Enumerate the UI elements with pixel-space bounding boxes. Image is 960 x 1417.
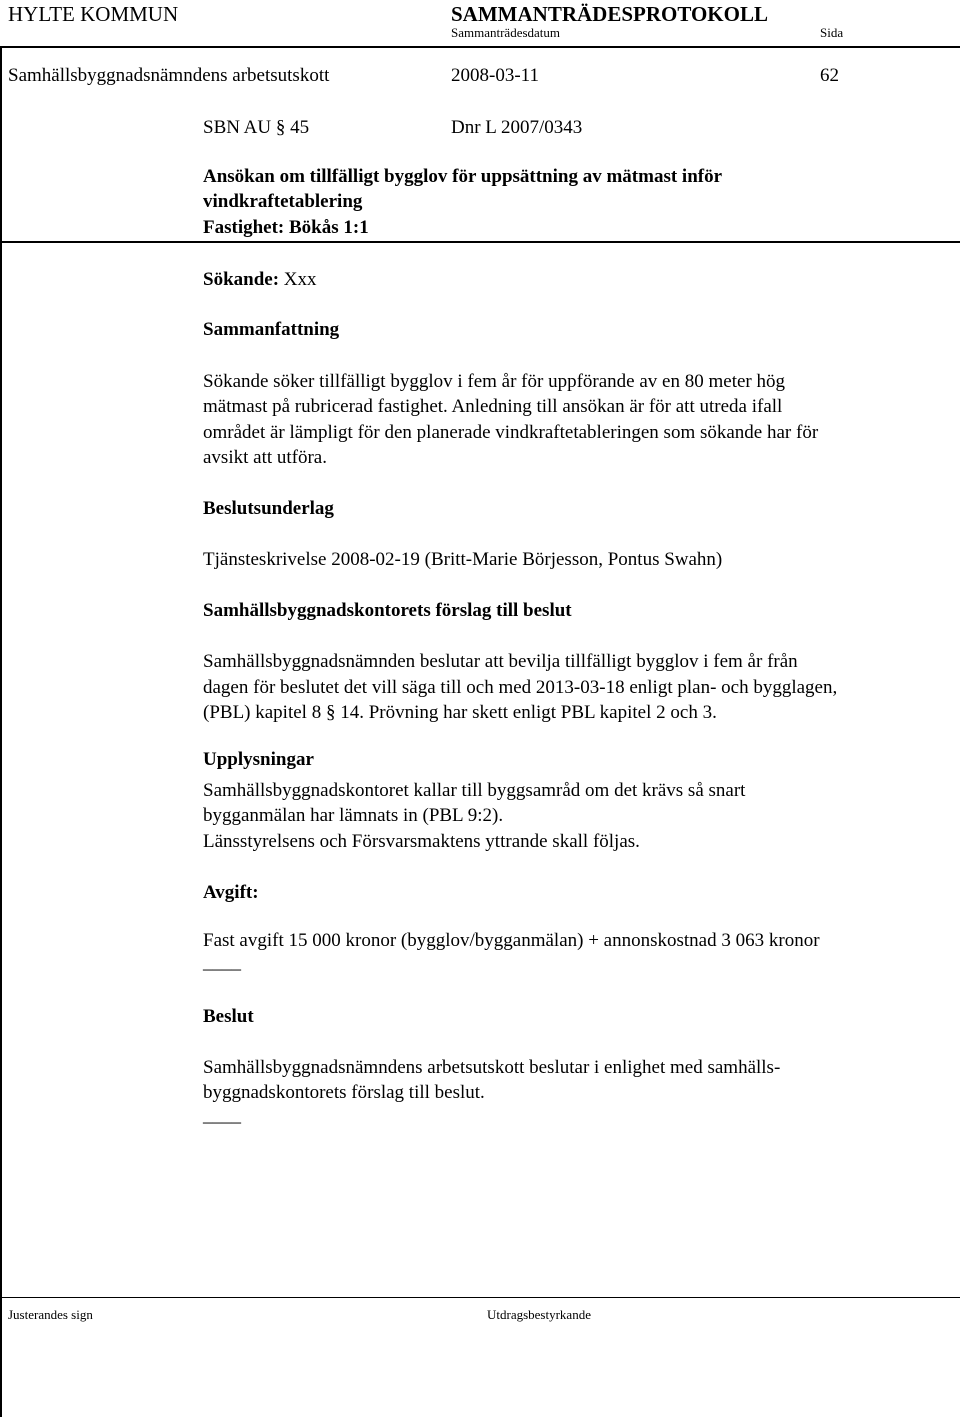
decision-separator: ____ (203, 1105, 241, 1126)
summary-line: mätmast på rubricerad fastighet. Anledning till ansökan är för att utreda ifall (203, 396, 783, 417)
document-type: SAMMANTRÄDESPROTOKOLL (451, 2, 768, 26)
left-border-top (0, 46, 2, 242)
decision-line: byggnadskontorets förslag till beslut. (203, 1082, 485, 1103)
summary-line: avsikt att utföra. (203, 447, 327, 468)
summary-line: området är lämpligt för den planerade vindkraftetableringen som sökande har för (203, 422, 819, 443)
meeting-date: 2008-03-11 (451, 65, 539, 86)
info-line: Samhällsbyggnadskontoret kallar till byggsamråd om det krävs så snart (203, 780, 746, 801)
case-number: SBN AU § 45 (203, 117, 310, 138)
page-label: Sida (820, 25, 844, 40)
left-border (0, 241, 2, 1417)
proposal-heading: Samhällsbyggnadskontorets förslag till beslut (203, 600, 572, 621)
basis-heading: Beslutsunderlag (203, 498, 334, 519)
date-label: Sammanträdesdatum (451, 25, 561, 40)
dnr: Dnr L 2007/0343 (451, 117, 583, 138)
proposal-line: dagen för beslutet det vill säga till och med 2013-03-18 enligt plan- och bygglagen, (203, 677, 838, 698)
info-heading: Upplysningar (203, 749, 314, 770)
applicant (203, 267, 317, 293)
decision-heading: Beslut (203, 1006, 254, 1027)
page-number: 62 (820, 65, 839, 86)
signature-label: Justerandes sign (8, 1307, 93, 1322)
proposal-line: (PBL) kapitel 8 § 14. Prövning har skett enligt PBL kapitel 2 och 3. (203, 702, 717, 723)
info-line: Länsstyrelsens och Försvarsmaktens yttrande skall följas. (203, 831, 640, 852)
fee-text: Fast avgift 15 000 kronor (bygglov/bygganmälan) + annonskostnad 3 063 kronor (203, 930, 820, 951)
applicant-value: Xxx (283, 269, 317, 290)
certification-label: Utdragsbestyrkande (487, 1307, 591, 1322)
footer-rule (0, 1297, 960, 1298)
title-rule (0, 241, 960, 243)
committee-name: Samhällsbyggnadsnämndens arbetsutskott (8, 65, 330, 86)
property-designation: Fastighet: Bökås 1:1 (203, 217, 369, 238)
summary-heading: Sammanfattning (203, 319, 340, 340)
header-rule (0, 46, 960, 48)
decision-line: Samhällsbyggnadsnämndens arbetsutskott beslutar i enlighet med samhälls- (203, 1057, 781, 1078)
basis-text: Tjänsteskrivelse 2008-02-19 (Britt-Marie Börjesson, Pontus Swahn) (203, 549, 723, 570)
proposal-line: Samhällsbyggnadsnämnden beslutar att bevilja tillfälligt bygglov i fem år från (203, 651, 798, 672)
applicant-label: Sökande: (203, 269, 280, 290)
info-line: bygganmälan har lämnats in (PBL 9:2). (203, 805, 504, 826)
fee-heading: Avgift: (203, 882, 259, 903)
fee-separator: ____ (203, 952, 241, 973)
org-name: HYLTE KOMMUN (8, 2, 179, 26)
case-title-line-2: vindkraftetablering (203, 191, 363, 212)
summary-line: Sökande söker tillfälligt bygglov i fem år för uppförande av en 80 meter hög (203, 371, 785, 392)
case-title-line-1: Ansökan om tillfälligt bygglov för uppsättning av mätmast inför (203, 166, 723, 187)
